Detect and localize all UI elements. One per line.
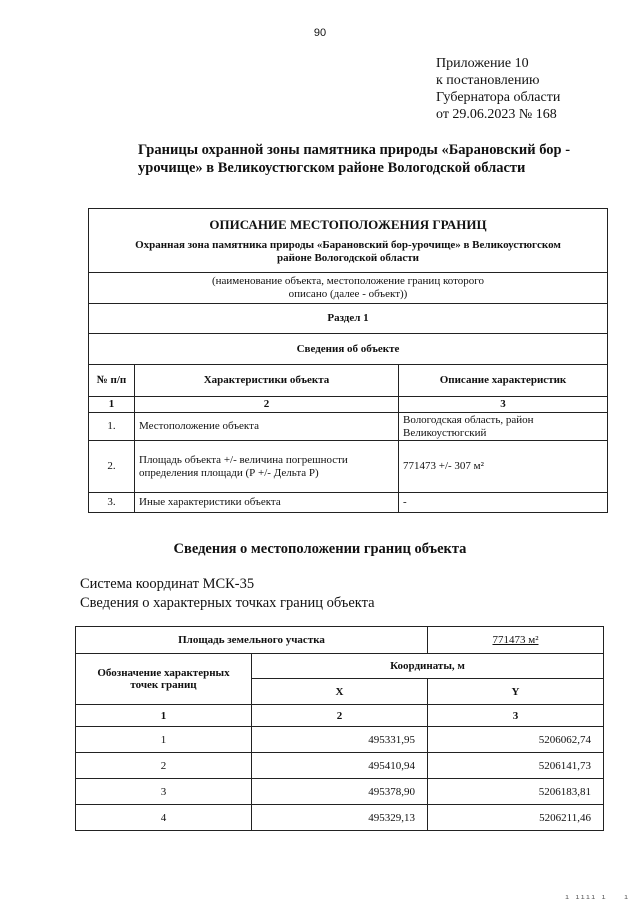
point-id: 1 <box>76 727 252 753</box>
y-value: 5206183,81 <box>428 779 604 805</box>
area-label: Площадь земельного участка <box>76 627 428 654</box>
row-description: Вологодская область, район Великоустюгский <box>399 413 608 441</box>
row-characteristic: Площадь объекта +/- величина погрешности определения площади (Р +/- Дельта Р) <box>135 441 399 493</box>
point-id: 3 <box>76 779 252 805</box>
table-heading: ОПИСАНИЕ МЕСТОПОЛОЖЕНИЯ ГРАНИЦ <box>209 217 487 232</box>
index-cell: 3 <box>399 397 608 413</box>
coordinates-table <box>75 626 604 831</box>
section-label: Раздел 1 <box>89 304 608 334</box>
appendix-line: Губернатора области <box>436 90 561 105</box>
index-cell: 1 <box>89 397 135 413</box>
boundary-description-table <box>88 208 608 513</box>
x-value: 495331,95 <box>252 727 428 753</box>
row-num: 1. <box>89 413 135 441</box>
boundary-section-title: Сведения о местоположении границ объекта <box>173 541 467 557</box>
footer-mark: ı <box>624 893 629 901</box>
header-characteristic: Характеристики объекта <box>135 365 399 397</box>
object-caption: (наименование объекта, местоположение границ которого описано (далее - объект)) <box>89 273 608 304</box>
y-value: 5206211,46 <box>428 805 604 831</box>
footer-mark: ı ıııı ı <box>565 893 607 901</box>
appendix-line: к постановлению <box>436 73 540 88</box>
area-value-cell <box>428 627 604 654</box>
coords-header: Координаты, м <box>252 654 604 679</box>
table-row <box>76 727 604 753</box>
appendix-line: от 29.06.2023 № 168 <box>436 107 557 122</box>
y-value: 5206141,73 <box>428 753 604 779</box>
coord-system: Система координат МСК-35 <box>80 576 255 592</box>
row-num: 3. <box>89 493 135 513</box>
document-title: Границы охранной зоны памятника природы «Барановский бор - урочище» в Великоустюгском районе Вологодской области <box>138 142 571 176</box>
row-num: 2. <box>89 441 135 493</box>
x-value: 495329,13 <box>252 805 428 831</box>
section-title: Сведения об объекте <box>89 334 608 365</box>
row-characteristic: Иные характеристики объекта <box>135 493 399 513</box>
table-row <box>89 493 608 513</box>
row-characteristic: Местоположение объекта <box>135 413 399 441</box>
index-cell: 2 <box>252 705 428 727</box>
index-cell: 2 <box>135 397 399 413</box>
object-name: Охранная зона памятника природы «Барановский бор-урочище» в Великоустюгском районе Вологодской области <box>135 239 561 264</box>
y-header: Y <box>428 679 604 705</box>
y-value: 5206062,74 <box>428 727 604 753</box>
row-description: - <box>399 493 608 513</box>
x-header: X <box>252 679 428 705</box>
table-row <box>76 753 604 779</box>
table-row <box>89 413 608 441</box>
table-heading-cell <box>89 209 608 273</box>
index-cell: 3 <box>428 705 604 727</box>
table-row <box>76 805 604 831</box>
appendix-block <box>436 55 560 123</box>
x-value: 495378,90 <box>252 779 428 805</box>
page-number: 90 <box>313 27 327 39</box>
table-row <box>76 779 604 805</box>
index-cell: 1 <box>76 705 252 727</box>
point-id: 2 <box>76 753 252 779</box>
x-value: 495410,94 <box>252 753 428 779</box>
table-row <box>89 441 608 493</box>
point-header: Обозначение характерных точек границ <box>76 654 252 705</box>
header-num: № п/п <box>89 365 135 397</box>
area-value: 771473 м² <box>492 634 539 646</box>
header-description: Описание характеристик <box>399 365 608 397</box>
appendix-line: Приложение 10 <box>436 56 529 71</box>
row-description: 771473 +/- 307 м² <box>399 441 608 493</box>
points-caption: Сведения о характерных точках границ объекта <box>80 595 375 611</box>
point-id: 4 <box>76 805 252 831</box>
